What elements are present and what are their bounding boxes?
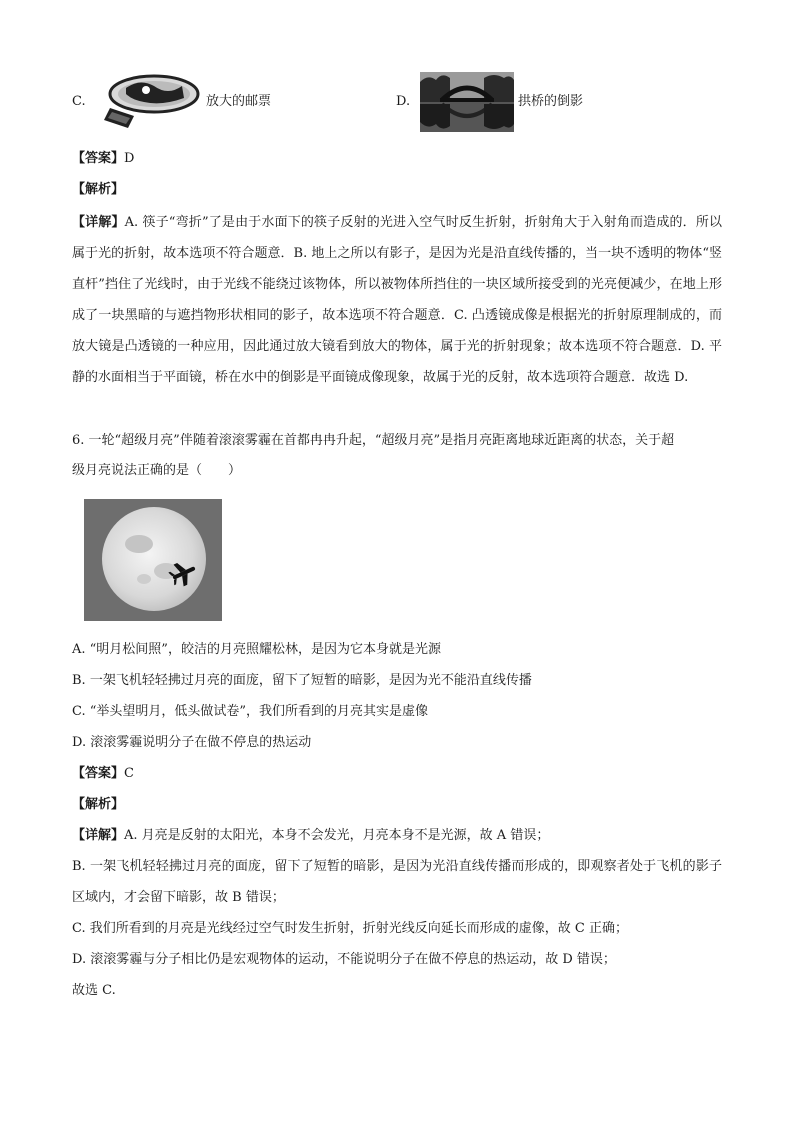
answer-value: C [124,766,134,781]
detail-a: A. 月亮是反射的太阳光，本身不会发光，月亮本身不是光源，故 A 错误； [124,828,550,843]
bridge-reflection-image [420,72,514,132]
detail-text: A. 筷子“弯折”了是由于水面下的筷子反射的光进入空气时反生折射，折射角大于入射角而造成的．所以属于光的折射，故本选项不符合题意．B. 地上之所以有影子，是因为光是沿直线传播的，当一块不透明的物体“竖直杆”挡住了光线时，由于光线不能绕过该物体，所以被物体所挡住的一块区域所接受到的光亮便减少，在地上形成了一块黑暗的与遮挡物形状相同的影子，故本选项不符合题意．C. 凸透镜成像是根据光的折射原理制成的，而放大镜是凸透镜的一种应用，因此通过放大镜看到放大的物体，属于光的折射现象；故本选项不符合题意．D. 平静的水面相当于平面镜，桥在水中的倒影是平面镜成像现象，故属于光的反射，故本选项符合题意．故选 D. [72,215,722,385]
option-d: D. 滚滚雾霾说明分子在做不停息的热运动 [72,735,312,750]
conclusion: 故选 C. [72,983,116,998]
answer-row-prev [72,149,134,169]
detail-paragraph-prev [72,207,722,393]
answer-label: 【答案】 [72,766,125,781]
option-b: B. 一架飞机轻轻拂过月亮的面庞，留下了短暂的暗影，是因为光不能沿直线传播 [72,673,532,688]
moon-airplane-image [84,499,222,621]
detail-label: 【详解】 [72,215,125,230]
detail-d: D. 滚滚雾霾与分子相比仍是宏观物体的运动，不能说明分子在做不停息的热运动，故 D 错误； [72,952,616,967]
option-d-letter: D. [396,94,411,109]
detail-row-a [72,826,549,846]
magnifier-stamp-image [92,72,204,134]
answer-value: D [124,151,135,166]
detail-label: 【详解】 [72,828,125,843]
question-6-stem-line1: 6. 一轮“超级月亮”伴随着滚滚雾霾在首都冉冉升起，“超级月亮”是指月亮距离地球近距离的状态，关于超 [72,433,675,448]
question-6-stem-line2: 级月亮说法正确的是（ ） [72,463,242,478]
detail-c: C. 我们所看到的月亮是光线经过空气时发生折射，折射光线反向延长而形成的虚像，故 C 正确； [72,921,628,936]
option-a: A. “明月松间照”，皎洁的月亮照耀松林，是因为它本身就是光源 [72,642,441,657]
analysis-label: 【解析】 [72,797,125,812]
option-c-letter: C. [72,94,86,109]
option-c: C. “举头望明月，低头做试卷”，我们所看到的月亮其实是虚像 [72,704,429,719]
answer-label: 【答案】 [72,151,125,166]
option-d-caption: 拱桥的倒影 [518,94,584,109]
option-c-caption: 放大的邮票 [206,94,272,109]
answer-row-q6 [72,764,134,784]
analysis-label: 【解析】 [72,182,125,197]
detail-b: B. 一架飞机轻轻拂过月亮的面庞，留下了短暂的暗影，是因为光沿直线传播而形成的，即观察者处于飞机的影子区域内，才会留下暗影，故 B 错误； [72,859,722,905]
